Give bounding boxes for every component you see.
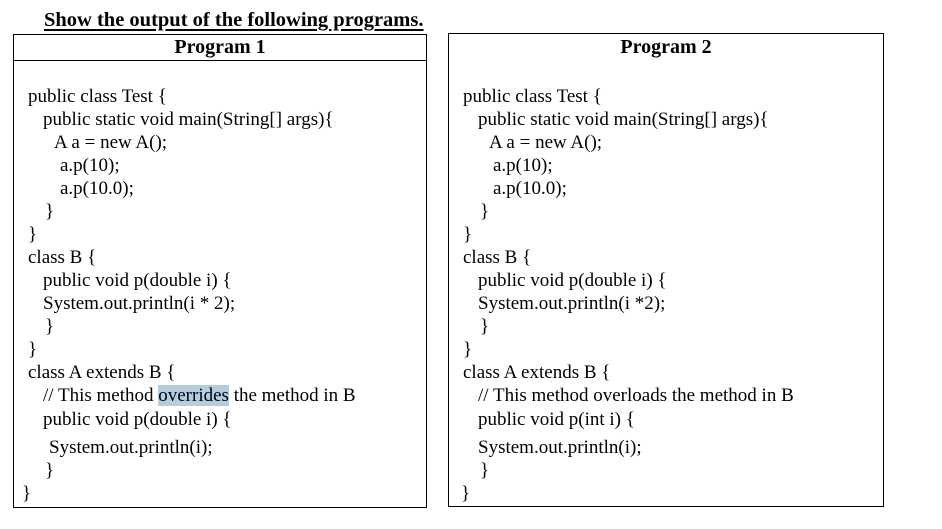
code-line: }: [480, 460, 490, 481]
code-line: }: [480, 201, 490, 222]
code-line: }: [463, 339, 473, 360]
code-line: }: [480, 316, 490, 337]
program-1-header-divider: [14, 60, 426, 61]
code-line: public void p(double i) {: [43, 409, 232, 430]
program-2-title: Program 2: [620, 36, 712, 58]
code-line: }: [463, 224, 473, 245]
code-line: a.p(10);: [60, 155, 120, 176]
code-line: a.p(10.0);: [60, 178, 134, 199]
code-line: }: [45, 201, 55, 222]
code-line: System.out.println(i);: [49, 437, 213, 458]
program-1-title: Program 1: [174, 36, 266, 58]
code-line: }: [461, 483, 471, 504]
code-line: a.p(10);: [493, 155, 553, 176]
code-line: public static void main(String[] args){: [43, 109, 334, 130]
code-line: class A extends B {: [28, 362, 176, 383]
code-line: System.out.println(i * 2);: [43, 293, 236, 314]
code-line: class A extends B {: [463, 362, 611, 383]
code-line: public class Test {: [28, 86, 167, 107]
code-line: class B {: [28, 247, 97, 268]
code-line: public class Test {: [463, 86, 602, 107]
code-line: public void p(int i) {: [478, 409, 635, 430]
highlighted-word[interactable]: overrides: [158, 385, 229, 406]
comment-text-start: // This method: [43, 385, 159, 406]
code-line: }: [45, 460, 55, 481]
code-line: System.out.println(i);: [478, 437, 642, 458]
code-line: class B {: [463, 247, 532, 268]
program-1-panel: [13, 34, 427, 508]
comment-line: [43, 386, 356, 406]
code-line: A a = new A();: [489, 132, 603, 153]
code-line: System.out.println(i *2);: [478, 293, 666, 314]
code-line: a.p(10.0);: [493, 178, 567, 199]
code-line: }: [28, 224, 38, 245]
code-line: }: [28, 339, 38, 360]
code-line: public void p(double i) {: [478, 270, 667, 291]
code-line: public static void main(String[] args){: [478, 109, 769, 130]
code-line: }: [45, 316, 55, 337]
exercise-heading: Show the output of the following programs.: [44, 9, 424, 31]
program-2-panel: [448, 33, 884, 507]
code-line: }: [22, 483, 32, 504]
code-line: A a = new A();: [54, 132, 168, 153]
comment-text-end: the method in B: [228, 385, 356, 406]
code-line: public void p(double i) {: [43, 270, 232, 291]
comment-line: // This method overloads the method in B: [478, 385, 794, 406]
